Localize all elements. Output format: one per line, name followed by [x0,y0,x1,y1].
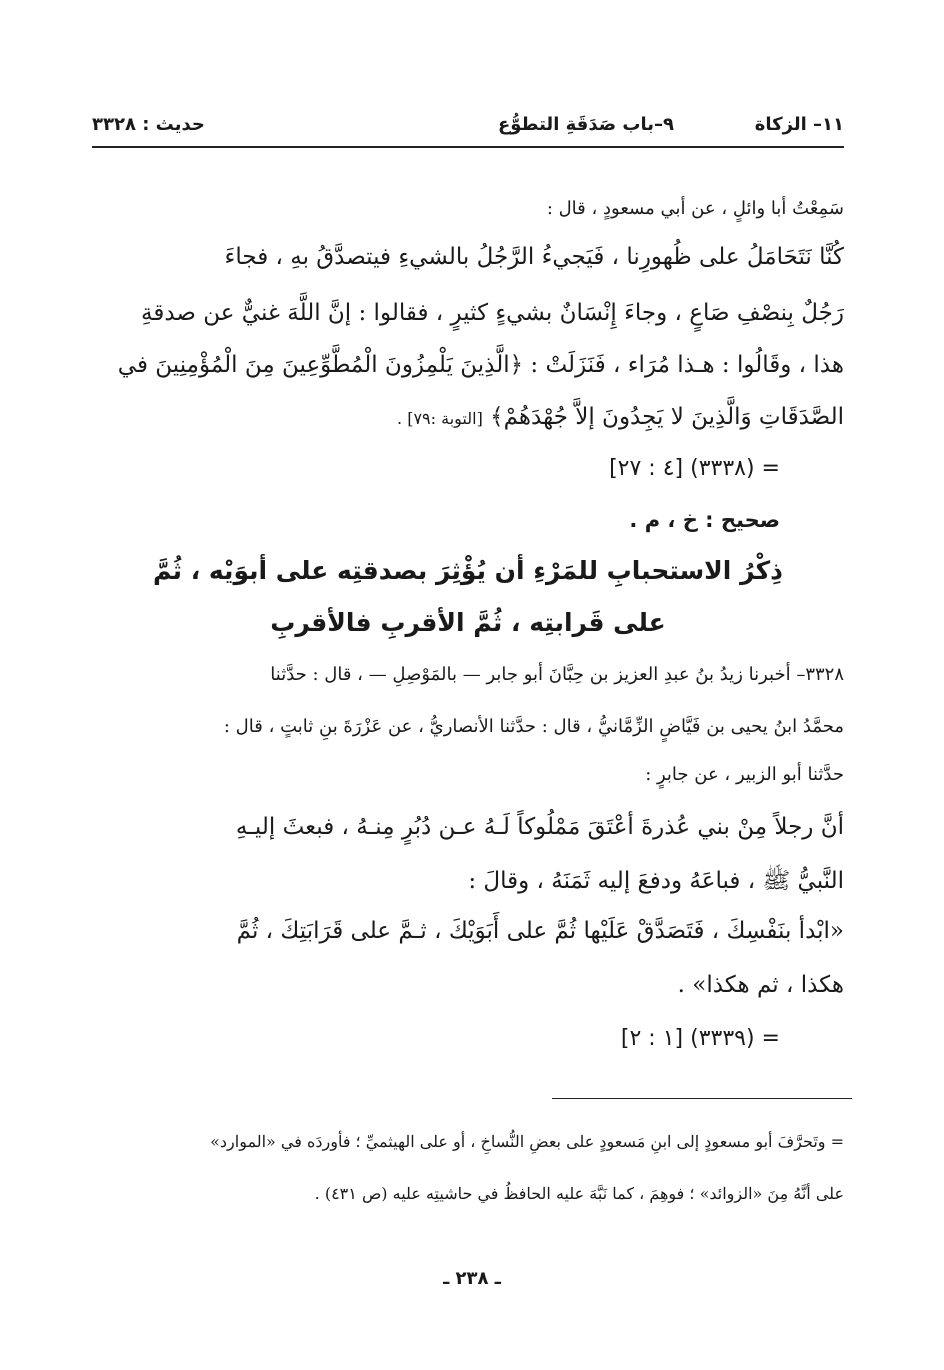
text-line: محمَّدُ ابنُ يحيى بن فَيَّاضٍ الزِّمَّانيُّ ، قال : حدَّثنا الأنصاريُّ ، عن عَزْرَةَ بنِ ثابتٍ ، قال : [223,716,844,737]
text-line: حدَّثنا أبو الزبير ، عن جابرٍ : [645,764,844,785]
grading-line: صحيح : خ ، م . [629,508,780,532]
footnote-line: على أنَّهُ مِنَ «الزوائد» ؛ فوهِمَ ، كما نَبَّهَ عليه الحافظُ في حاشيتِه عليه (ص ٤٣١) . [314,1184,844,1203]
running-header [92,108,844,148]
text-line: ٣٣٢٨– أخبرنا زيدُ بنُ عبدِ العزيز بن حِبَّانَ أبو جابر — بالمَوْصِلِ — ، قال : حدَّثنا [270,664,844,685]
text-line: هكذا ، ثم هكذا» . [677,972,844,998]
hadith-reference: حديث : ٣٣٢٨ [92,114,205,135]
text-line: رَجُلٌ بِنصْفِ صَاعٍ ، وجاءَ إِنْسَانٌ بشيءٍ كثيرٍ ، فقالوا : إنَّ اللَّهَ غنيٌّ عن صدقةِ [141,300,844,326]
chapter-heading: على قَرابتِه ، ثُمَّ الأقربِ فالأقربِ [270,608,666,637]
text-line: سَمِعْتُ أبا وائلٍ ، عن أبي مسعودٍ ، قال : [546,198,844,219]
cross-reference: = (٣٣٣٩) [١ : ٢] [620,1026,780,1051]
page-number: ـ ٢٣٨ ـ [443,1268,501,1289]
footnote-line: = وتَحرَّفَ أبو مسعودٍ إلى ابنِ مَسعودٍ على بعضِ النُّساخِ ، أو على الهيثميِّ ؛ فأوردَه في «الموارد» [210,1132,844,1151]
section-title: ٩–باب صَدَقَةِ التطوُّع [497,114,674,135]
chapter-heading: ذِكْرُ الاستحبابِ للمَرْءِ أن يُؤْثِرَ بصدقتِه على أبوَيْه ، ثُمَّ [153,556,783,585]
verse-citation: [التوبة :٧٩] . [397,409,483,428]
text-line: «ابْدأ بنَفْسِكَ ، فَتَصَدَّقْ عَلَيْها ثُمَّ على أَبَوَيْكَ ، ثـمَّ على قَرَابَتِكَ ، ثُمَّ [236,918,844,944]
text-line: كُنَّا نَتَحَامَلُ على ظُهورِنا ، فَيَجيءُ الرَّجُلُ بالشيءِ فيتصدَّقُ بهِ ، فجاءَ [224,244,844,270]
cross-reference: = (٣٣٣٨) [٤ : ٢٧] [609,456,780,481]
text-line: أنَّ رجلاً مِنْ بني عُذرةَ أعْتَقَ مَمْلُوكاً لَـهُ عـن دُبُرٍ مِنـهُ ، فبعثَ إليـهِ [235,814,844,840]
footnote-divider [552,1098,852,1099]
quran-verse: الصَّدَقَاتِ وَالَّذِينَ لا يَجِدُونَ إلاَّ جُهْدَهُمْ﴾ [490,404,844,430]
chapter-title: ١١– الزكاة [754,114,844,135]
text-line: هذا ، وقَالُوا : هـذا مُرَاء ، فَنَزَلَتْ : ﴿الَّذِينَ يَلْمِزُونَ الْمُطَّوِّعِينَ مِنَ الْمُؤْمِنِينَ في [117,352,844,378]
text-line: النَّبيُّ ﷺ ، فباعَهُ ودفعَ إليه ثَمَنَهُ ، وقالَ : [468,868,844,894]
header-divider [92,146,844,148]
text-line [397,404,844,430]
